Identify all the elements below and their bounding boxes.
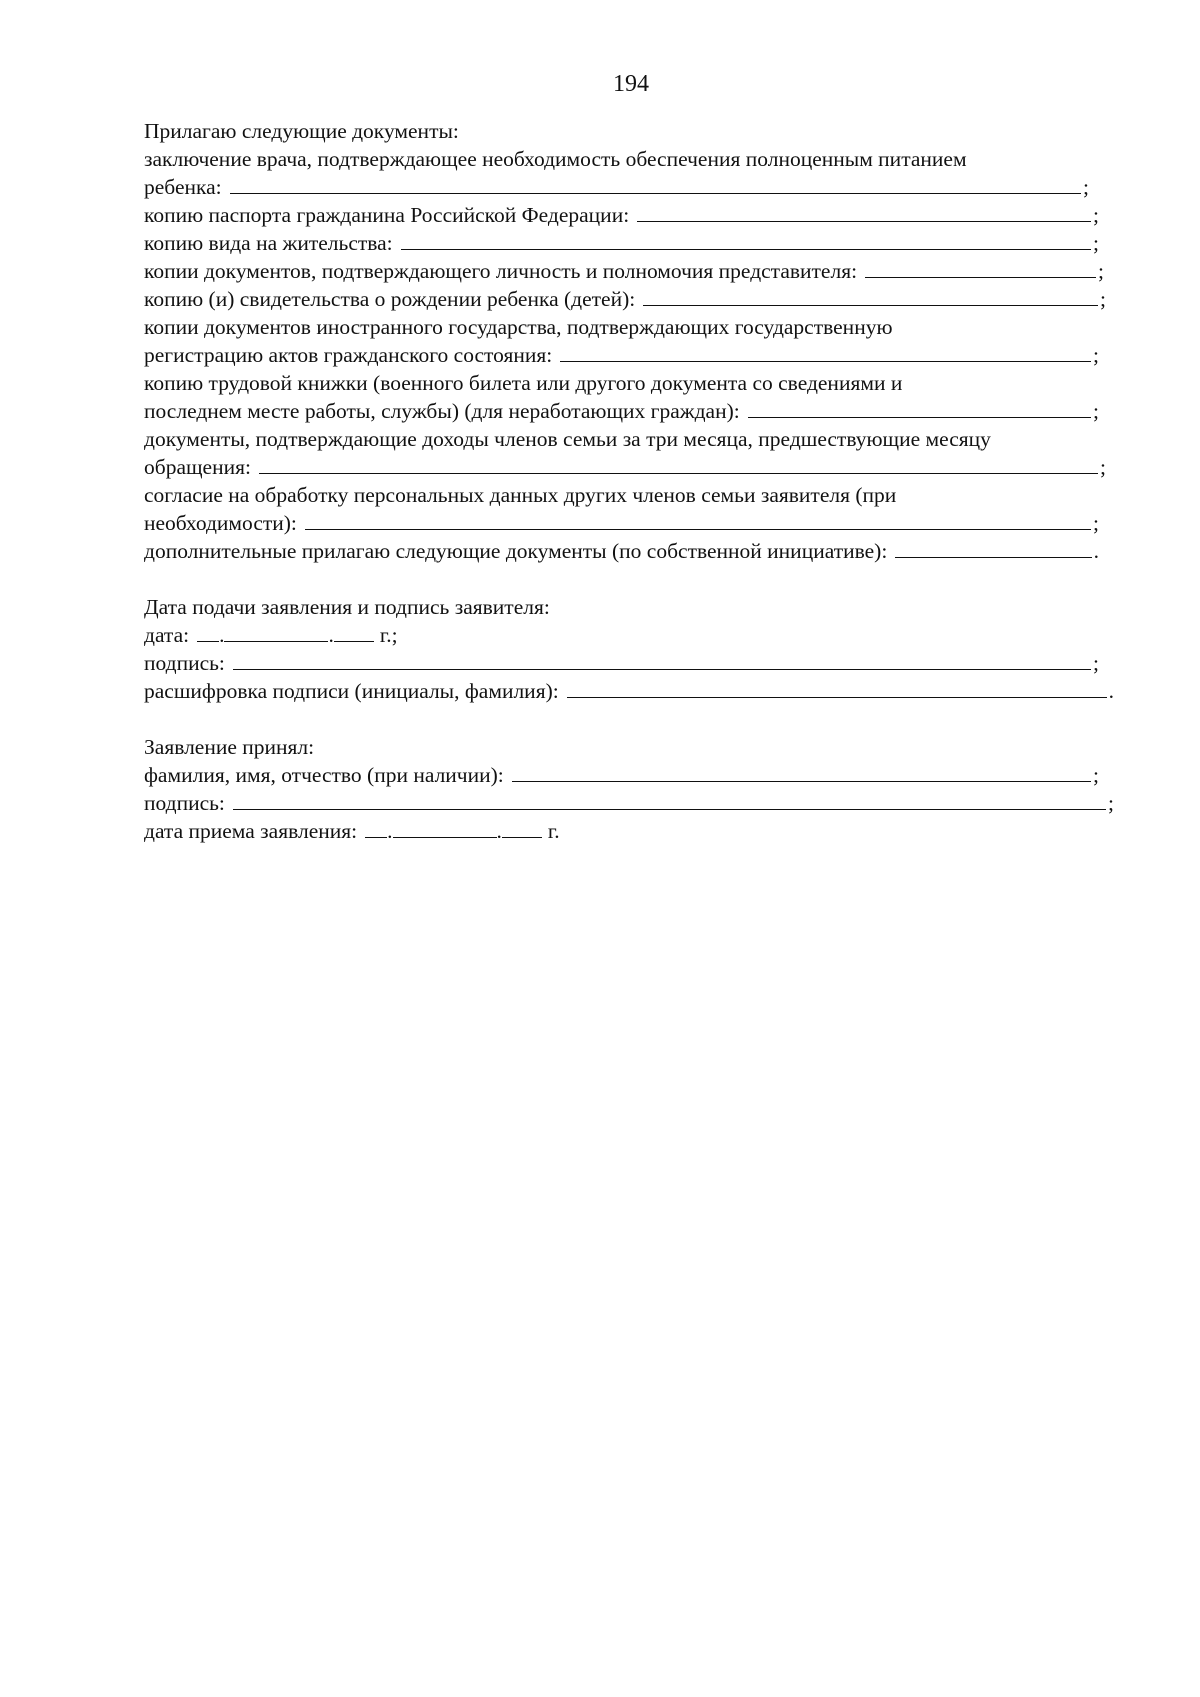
income-blank[interactable] (259, 455, 1098, 474)
foreign-docs-field: регистрацию актов гражданского состояния: ; (144, 343, 1099, 367)
additional-docs-field: дополнительные прилагаю следующие документы (по собственной инициативе): . (144, 539, 1099, 563)
representative-blank[interactable] (865, 259, 1096, 278)
receiver-signature-blank[interactable] (233, 791, 1106, 810)
applicant-signature-field: подпись: ; (144, 651, 1099, 675)
foreign-docs-blank[interactable] (560, 343, 1091, 362)
receiver-date-month-blank[interactable] (393, 819, 497, 838)
representative-field: копии документов, подтверждающего личность и полномочия представителя: ; (144, 259, 1104, 283)
attachments-heading: Прилагаю следующие документы: (144, 119, 459, 143)
passport-blank[interactable] (637, 203, 1091, 222)
receiver-name-blank[interactable] (512, 763, 1091, 782)
section-spacer (144, 565, 1124, 593)
receiver-name-field: фамилия, имя, отчество (при наличии): ; (144, 763, 1099, 787)
applicant-date-day-blank[interactable] (197, 623, 219, 642)
additional-docs-blank[interactable] (895, 539, 1091, 558)
birth-certificate-blank[interactable] (643, 287, 1098, 306)
receiver-date-field: дата приема заявления: . . г. (144, 819, 560, 843)
consent-blank[interactable] (305, 511, 1091, 530)
page-number: 194 (613, 71, 649, 97)
doctor-conclusion-field: ребенка: ; (144, 175, 1089, 199)
passport-field: копию паспорта гражданина Российской Федерации: ; (144, 203, 1099, 227)
income-field: обращения: ; (144, 455, 1106, 479)
income-line1: документы, подтверждающие доходы членов семьи за три месяца, предшествующие месяцу (144, 427, 991, 451)
applicant-signature-blank[interactable] (233, 651, 1091, 670)
foreign-docs-line1: копии документов иностранного государства, подтверждающих государственную (144, 315, 893, 339)
receiver-signature-field: подпись: ; (144, 791, 1114, 815)
residence-field: копию вида на жительства: ; (144, 231, 1099, 255)
consent-line1: согласие на обработку персональных данных других членов семьи заявителя (при (144, 483, 897, 507)
form-content (144, 117, 1124, 845)
receiver-date-year-blank[interactable] (502, 819, 542, 838)
residence-blank[interactable] (401, 231, 1091, 250)
birth-certificate-field: копию (и) свидетельства о рождении ребенка (детей): ; (144, 287, 1106, 311)
applicant-heading: Дата подачи заявления и подпись заявителя: (144, 595, 550, 619)
workbook-blank[interactable] (748, 399, 1091, 418)
doctor-conclusion-blank[interactable] (230, 175, 1081, 194)
receiver-date-day-blank[interactable] (365, 819, 387, 838)
doctor-conclusion-line1: заключение врача, подтверждающее необходимость обеспечения полноценным питанием (144, 147, 967, 171)
applicant-decode-field: расшифровка подписи (инициалы, фамилия): . (144, 679, 1114, 703)
applicant-decode-blank[interactable] (567, 679, 1107, 698)
applicant-date-month-blank[interactable] (224, 623, 328, 642)
applicant-date-year-blank[interactable] (334, 623, 374, 642)
section-spacer (144, 705, 1124, 733)
consent-field: необходимости): ; (144, 511, 1099, 535)
workbook-line1: копию трудовой книжки (военного билета или другого документа со сведениями и (144, 371, 903, 395)
applicant-date-field: дата: . . г.; (144, 623, 398, 647)
receiver-heading: Заявление принял: (144, 735, 315, 759)
workbook-field: последнем месте работы, службы) (для неработающих граждан): ; (144, 399, 1099, 423)
